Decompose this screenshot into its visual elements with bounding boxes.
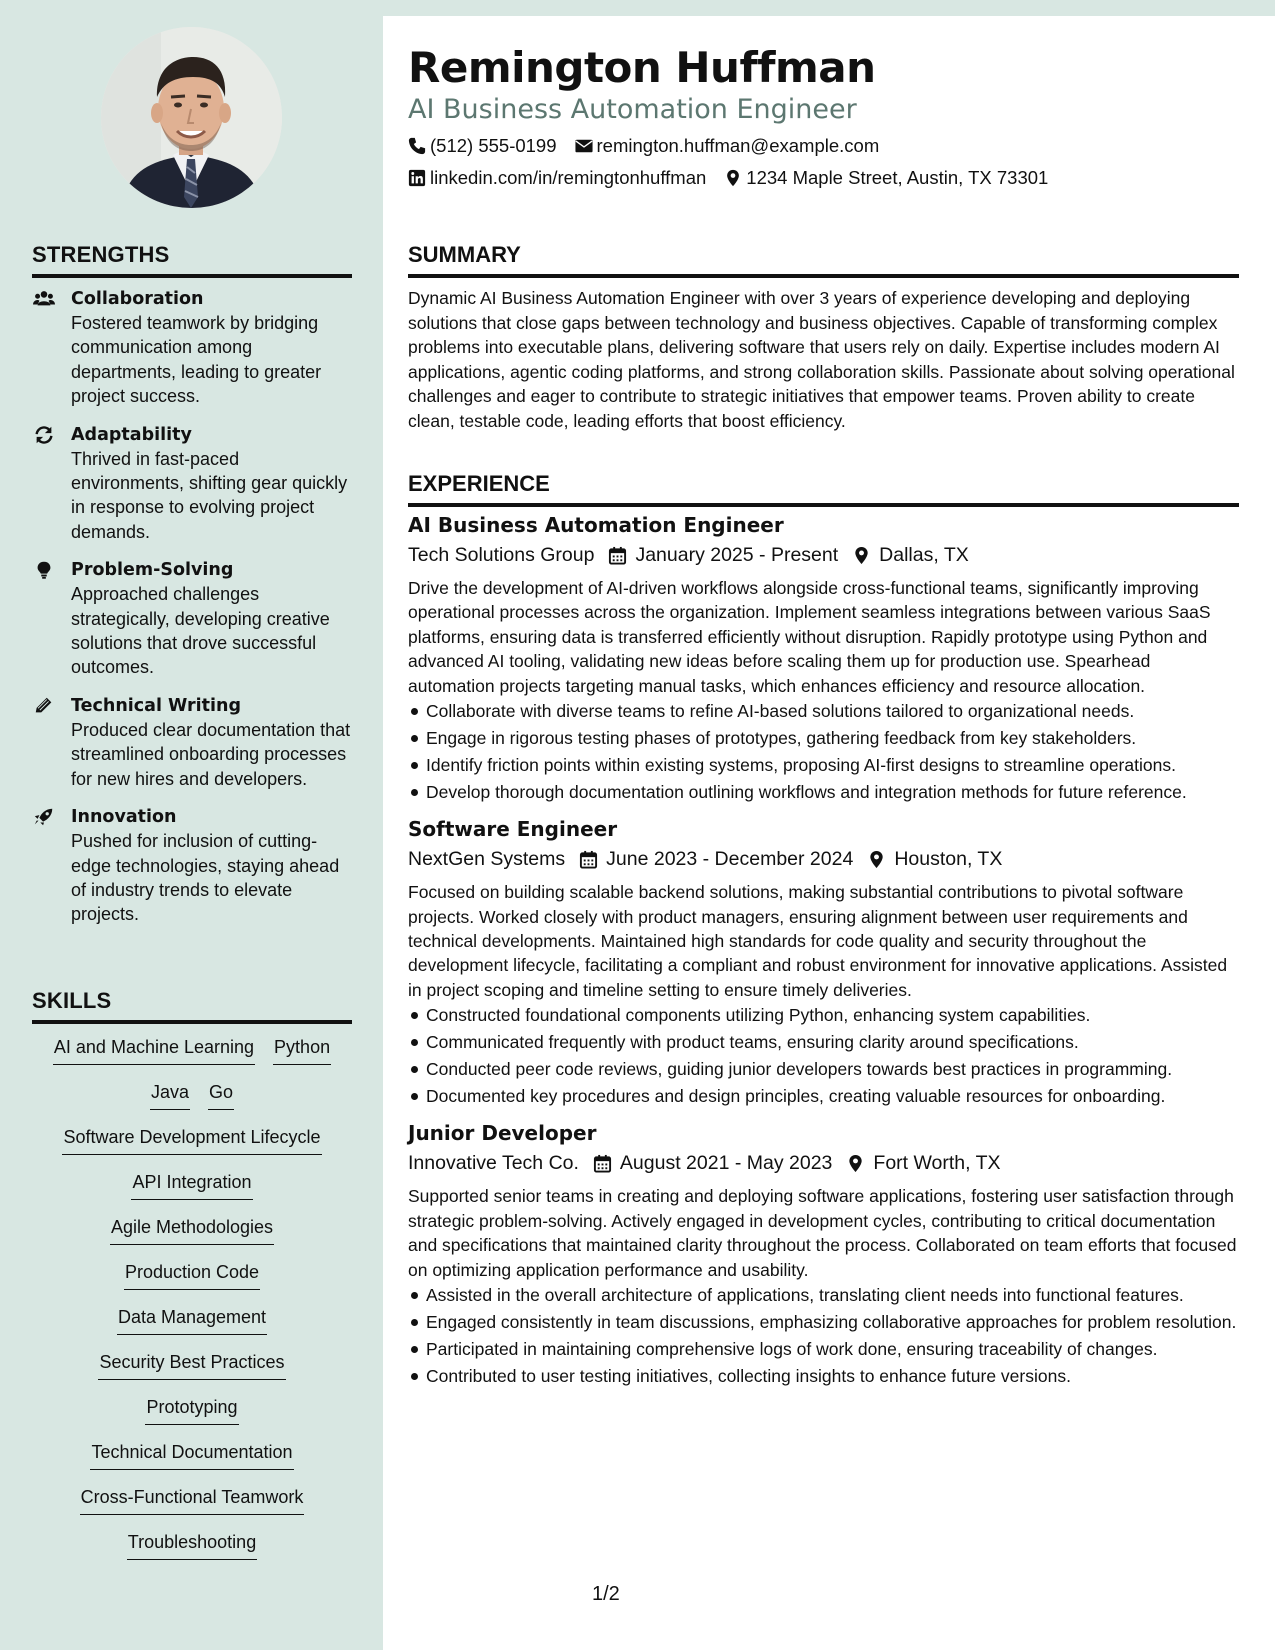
- job-location-item: [867, 844, 1002, 874]
- profile-photo: [101, 27, 282, 208]
- job-bullet: Participated in maintaining comprehensive logs of work done, ensuring traceability of changes.: [408, 1337, 1239, 1361]
- envelope-icon: [575, 137, 593, 155]
- job-bullet: Develop thorough documentation outlining workflows and integration methods for future reference.: [408, 780, 1239, 804]
- job-bullet: Engage in rigorous testing phases of prototypes, gathering feedback from key stakeholders.: [408, 726, 1239, 750]
- job-dates: January 2025 - Present: [635, 544, 839, 566]
- strength-desc: Fostered teamwork by bridging communication among departments, leading to greater project success.: [71, 313, 322, 407]
- experience-list: [408, 510, 1239, 1398]
- candidate-name: Remington Huffman: [408, 43, 876, 92]
- linkedin-icon: [408, 169, 426, 187]
- calendar-icon: [593, 1154, 612, 1173]
- job-company: NextGen Systems: [408, 848, 566, 871]
- job-bullet: Contributed to user testing initiatives, collecting insights to enhance future versions.: [408, 1364, 1239, 1388]
- calendar-icon: [579, 850, 598, 869]
- skill-tag: Troubleshooting: [127, 1530, 257, 1560]
- job-description: Focused on building scalable backend solutions, making substantial contributions to pivotal software projects. Worked closely with product managers, ensuring alignment between user requirements and technical developments. Maintained high standards for code quality and security throughout the development lifecycle, facilitating a compliant and robust environment for innovative applications. Assisted in project scoping and timeline setting to ensure timely deliveries.: [408, 882, 1228, 1000]
- skill-tag: Technical Documentation: [90, 1440, 293, 1470]
- job-meta: [408, 1148, 1239, 1178]
- job-bullet: Collaborate with diverse teams to refine AI-based solutions tailored to organizational needs.: [408, 699, 1239, 723]
- skill-tag: Agile Methodologies: [110, 1215, 274, 1245]
- job-company: Tech Solutions Group: [408, 544, 595, 566]
- strength-title: Technical Writing: [71, 695, 242, 716]
- job-description: Drive the development of AI-driven workflows alongside cross-functional teams, significantly improving operational processes across the organization. Implement seamless integrations between various SaaS platforms, ensuring data is transferred efficiently without disruption. Rapidly prototype using Python and advanced AI tooling, validating new ideas before scaling them up for production use. Spearhead automation projects targeting manual tasks, which enhances efficiency and resource allocation.: [408, 578, 1211, 696]
- skill-tag: API Integration: [131, 1170, 252, 1200]
- refresh-icon: [32, 425, 56, 445]
- skill-tag: AI and Machine Learning: [53, 1035, 255, 1065]
- users-icon: [32, 289, 56, 309]
- main-content: [383, 16, 1275, 1650]
- phone-contact[interactable]: [408, 134, 557, 158]
- linkedin-contact[interactable]: [408, 166, 706, 190]
- job-bullet: Documented key procedures and design principles, creating valuable resources for onboarding.: [408, 1084, 1239, 1108]
- job-bullet: Engaged consistently in team discussions, emphasizing collaborative approaches for problem resolution.: [408, 1310, 1239, 1334]
- map-pin-icon: [846, 1154, 865, 1173]
- calendar-icon: [608, 546, 627, 565]
- strength-desc: Pushed for inclusion of cutting-edge technologies, staying ahead of industry trends to elevate projects.: [71, 831, 340, 925]
- job-location: Dallas, TX: [879, 544, 969, 566]
- skill-tag: Java: [150, 1080, 190, 1110]
- job-bullet: Constructed foundational components utilizing Python, enhancing system capabilities.: [408, 1003, 1239, 1027]
- job-meta: [408, 844, 1239, 874]
- strength-desc: Thrived in fast-paced environments, shifting gear quickly in response to evolving project demands.: [71, 448, 348, 542]
- job-location-item: [852, 540, 969, 570]
- job-dates: June 2023 - December 2024: [606, 848, 854, 871]
- candidate-role: AI Business Automation Engineer: [408, 94, 857, 125]
- address-text: 1234 Maple Street, Austin, TX 73301: [746, 167, 1049, 188]
- job-entry: [408, 1118, 1239, 1388]
- skill-tag: Software Development Lifecycle: [62, 1125, 321, 1155]
- job-meta: [408, 540, 1239, 570]
- skill-tag: Security Best Practices: [98, 1350, 285, 1380]
- strengths-list: [32, 287, 354, 941]
- skill-tag: Data Management: [117, 1305, 267, 1335]
- job-title: AI Business Automation Engineer: [408, 513, 784, 537]
- lightbulb-icon: [32, 560, 56, 580]
- job-dates: August 2021 - May 2023: [619, 1152, 833, 1175]
- strength-title: Adaptability: [71, 424, 192, 445]
- job-company: Innovative Tech Co.: [408, 1152, 579, 1175]
- job-location: Fort Worth, TX: [873, 1152, 1001, 1175]
- job-bullets: [408, 699, 1239, 804]
- strength-item: [32, 558, 354, 680]
- skill-tag: Prototyping: [145, 1395, 238, 1425]
- strength-item: [32, 805, 354, 927]
- job-bullets: [408, 1003, 1239, 1108]
- job-bullet: Conducted peer code reviews, guiding junior developers towards best practices in programming.: [408, 1057, 1239, 1081]
- skill-tag: Production Code: [124, 1260, 260, 1290]
- page-number: 1/2: [592, 1583, 620, 1605]
- address-contact: [724, 166, 1048, 190]
- linkedin-url: linkedin.com/in/remingtonhuffman: [430, 167, 707, 188]
- strength-title: Innovation: [71, 807, 177, 828]
- job-title: Software Engineer: [408, 817, 618, 842]
- job-bullet: Assisted in the overall architecture of applications, translating client needs into functional features.: [408, 1283, 1239, 1307]
- job-location-item: [846, 1148, 1000, 1178]
- job-entry: [408, 510, 1239, 804]
- skills-heading: SKILLS: [32, 988, 352, 1024]
- contact-line: [408, 134, 897, 158]
- strength-item: [32, 287, 354, 409]
- job-bullet: Communicated frequently with product teams, ensuring clarity around specifications.: [408, 1030, 1239, 1054]
- pencil-icon: [32, 696, 56, 716]
- email-contact[interactable]: [575, 134, 880, 158]
- strength-title: Problem-Solving: [71, 560, 234, 581]
- map-pin-icon: [852, 546, 871, 565]
- experience-heading: EXPERIENCE: [408, 471, 1239, 507]
- job-entry: [408, 814, 1239, 1108]
- rocket-icon: [32, 807, 56, 827]
- job-dates-item: [593, 1148, 832, 1178]
- strength-desc: Produced clear documentation that streamlined onboarding processes for new hires and developers.: [71, 719, 351, 789]
- skill-tag: Cross-Functional Teamwork: [80, 1485, 305, 1515]
- job-title: Junior Developer: [408, 1121, 597, 1146]
- strength-title: Collaboration: [71, 289, 204, 309]
- map-pin-icon: [724, 169, 742, 187]
- profile-photo-image: [101, 27, 282, 208]
- map-pin-icon: [867, 850, 886, 869]
- strength-desc: Approached challenges strategically, developing creative solutions that drove successful outcomes.: [71, 584, 330, 678]
- job-description: Supported senior teams in creating and deploying software applications, fostering user satisfaction through strategic problem-solving. Actively engaged in development cycles, contributing to critical documentation and specifications that maintained clarity throughout the process. Collaborated on team efforts that focused on optimizing application performance and usability.: [408, 1186, 1237, 1280]
- job-bullets: [408, 1283, 1239, 1388]
- contact-line: [408, 166, 1066, 190]
- summary-text: Dynamic AI Business Automation Engineer with over 3 years of experience developing and deploying solutions that close gaps between technology and business objectives. Capable of transforming complex problems into executable plans, delivering software that users rely on daily. Expertise includes modern AI applications, agentic coding platforms, and strong collaboration skills. Passionate about solving operational challenges and eager to contribute to strategic initiatives that empower teams. Proven ability to create clean, testable code, leading efforts that boost efficiency.: [408, 288, 1235, 431]
- strength-item: [32, 423, 354, 545]
- phone-icon: [408, 137, 426, 155]
- sidebar: [0, 0, 383, 1650]
- skill-tag: Python: [273, 1035, 331, 1065]
- skill-tag: Go: [208, 1080, 234, 1110]
- skills-list: [32, 1035, 352, 1575]
- summary-heading: SUMMARY: [408, 242, 1239, 278]
- job-dates-item: [579, 844, 853, 874]
- job-location: Houston, TX: [894, 848, 1003, 871]
- email-address: remington.huffman@example.com: [596, 135, 880, 156]
- job-bullet: Identify friction points within existing systems, proposing AI-first designs to streamline operations.: [408, 753, 1239, 777]
- job-dates-item: [608, 540, 838, 570]
- strength-item: [32, 694, 354, 791]
- phone-number: (512) 555-0199: [430, 135, 557, 156]
- strengths-heading: STRENGTHS: [32, 242, 352, 278]
